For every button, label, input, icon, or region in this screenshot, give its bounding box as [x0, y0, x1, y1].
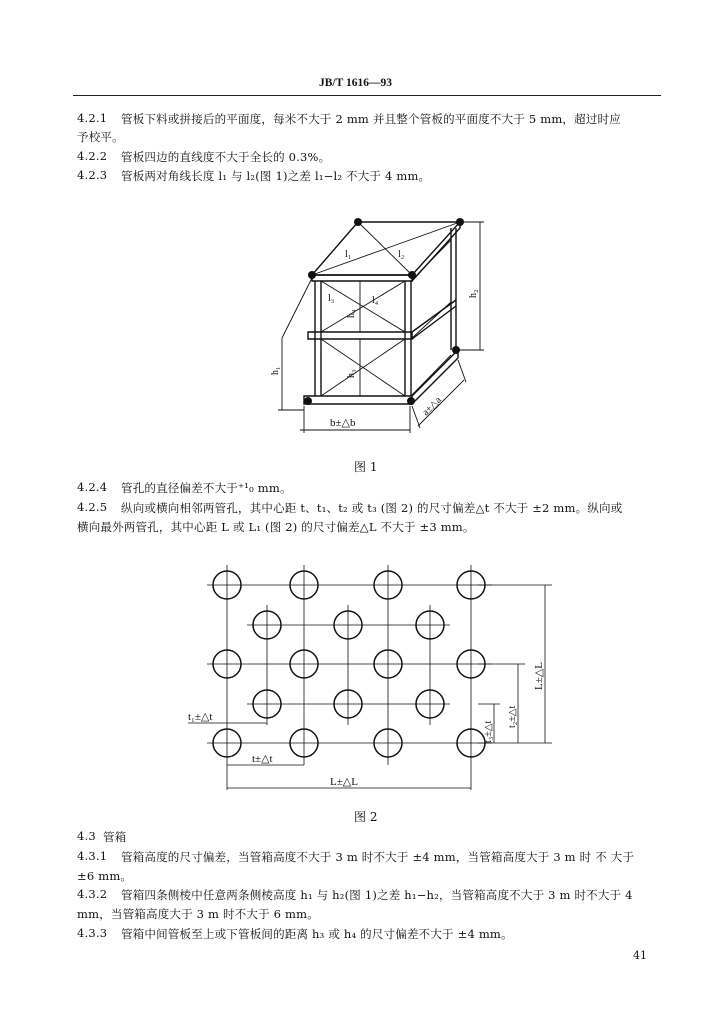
fig2-label-t2: t₂±△t	[507, 705, 518, 728]
section-4-3-number: 4.3	[77, 829, 96, 843]
standard-code-header: JB/T 1616—93	[319, 77, 392, 89]
clause-4-2-5-text-cont: 横向最外两管孔，其中心距 L 或 L₁ (图 2) 的尺寸偏差△L 不大于 ±3 mm。	[77, 520, 475, 534]
fig1-label-l1: l₁	[345, 249, 352, 260]
clause-4-3-3-number: 4.3.3	[77, 926, 108, 940]
fig1-label-h1: h₁	[270, 366, 281, 375]
clause-4-2-2-text: 管板四边的直线度不大于全长的 0.3%。	[121, 150, 331, 164]
clause-4-2-5-text: 纵向或横向相邻两管孔，其中心距 t、t₁、t₂ 或 t₃ (图 2) 的尺寸偏差△t 不大于 ±2 mm。纵向或	[121, 501, 623, 515]
clause-4-3-2-text: 管箱四条侧棱中任意两条侧棱高度 h₁ 与 h₂(图 1)之差 h₁−h₂，当管箱高度不大于 3 m 时不大于 4	[121, 888, 633, 902]
clause-4-2-2-number: 4.2.2	[77, 149, 108, 163]
section-4-3-title: 管箱	[103, 830, 127, 844]
clause-4-2-3-text: 管板两对角线长度 l₁ 与 l₂(图 1)之差 l₁−l₂ 不大于 4 mm。	[121, 169, 431, 183]
header-rule	[73, 95, 661, 96]
fig2-label-L: L±△L	[330, 776, 358, 788]
clause-4-2-4-text: 管孔的直径偏差不大于⁺¹₀ mm。	[121, 481, 292, 495]
clause-4-2-1-text-cont: 予校平。	[77, 130, 124, 144]
fig2-label-t1: t₁±△t	[188, 711, 213, 723]
clause-4-3-2-text-cont: mm，当管箱高度大于 3 m 时不大于 6 mm。	[77, 907, 319, 921]
clause-4-3-1-number: 4.3.1	[77, 849, 108, 863]
clause-4-3-1-text: 管箱高度的尺寸偏差，当管箱高度不大于 3 m 时不大于 ±4 mm，当管箱高度大于 3 m 时 不 大于	[121, 850, 635, 864]
figure-1-caption: 图 1	[354, 460, 378, 474]
fig1-label-h3: h₃	[346, 369, 357, 378]
fig2-label-t: t±△t	[252, 753, 273, 765]
clause-4-2-4-number: 4.2.4	[77, 480, 108, 494]
fig1-label-width: b±△b	[330, 417, 356, 429]
fig1-label-h2: h₂	[468, 289, 479, 298]
clause-4-2-1-number: 4.2.1	[77, 111, 108, 125]
fig2-label-t3: t₃±△t	[483, 720, 494, 743]
clause-4-2-3-number: 4.2.3	[77, 168, 108, 182]
figure-2-caption: 图 2	[354, 810, 378, 824]
clause-4-2-5-number: 4.2.5	[77, 500, 108, 514]
fig1-label-h4: h₄	[346, 309, 357, 318]
clause-4-2-1-text: 管板下料或拼接后的平面度，每米不大于 2 mm 并且整个管板的平面度不大于 5 mm，超过时应	[121, 112, 621, 126]
page-number: 41	[633, 949, 647, 962]
clause-4-3-3-text: 管箱中间管板至上或下管板间的距离 h₃ 或 h₄ 的尺寸偏差不大于 ±4 mm。	[121, 927, 513, 941]
figure-1-tube-box-drawing	[260, 200, 500, 445]
figure-2-tube-hole-pattern	[180, 560, 570, 798]
fig2-label-L1: L±△L	[533, 662, 545, 690]
fig1-label-l3: l₃	[328, 293, 335, 304]
fig1-label-depth: a±△a	[420, 394, 444, 419]
clause-4-3-2-number: 4.3.2	[77, 887, 108, 901]
clause-4-3-1-text-cont: ±6 mm。	[77, 869, 133, 883]
fig1-label-l2: l₂	[398, 249, 405, 260]
fig1-label-l4: l₄	[372, 295, 379, 306]
